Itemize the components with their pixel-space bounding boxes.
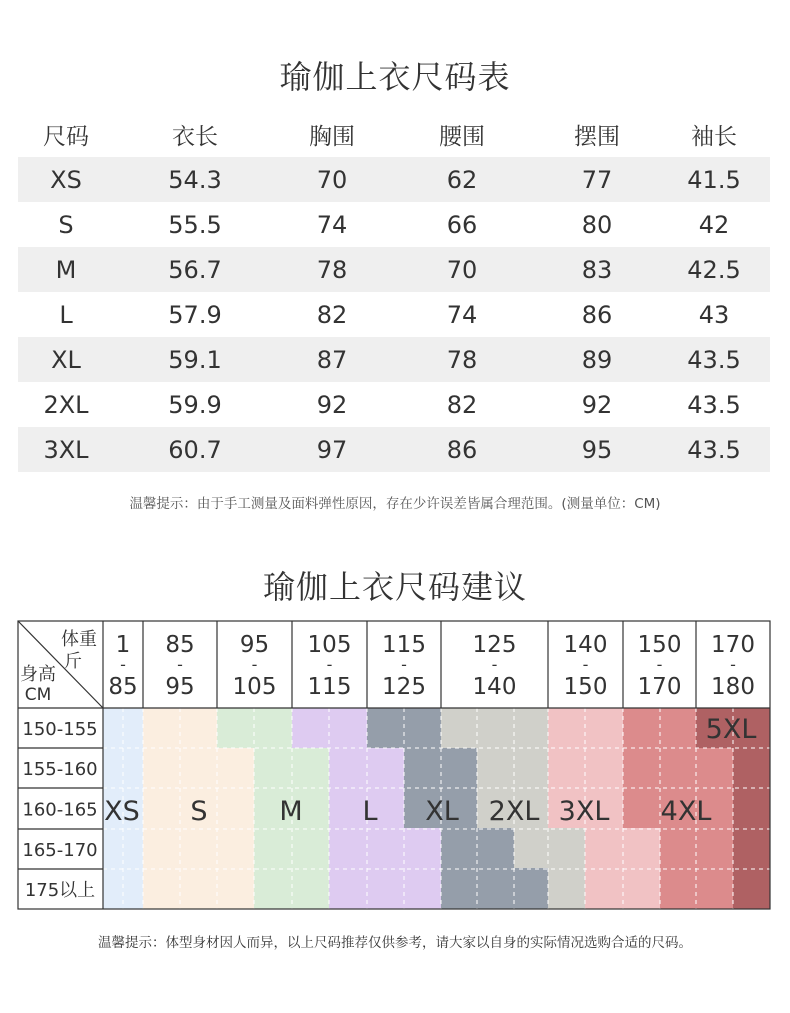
weight-range-0-line-0: 1 [115, 632, 131, 658]
size-chart-title: 瑜伽上衣尺码表 [279, 58, 511, 96]
cell-waist: 62 [446, 165, 478, 194]
cell-sleeve: 42 [698, 210, 730, 239]
header-waist: 腰围 [439, 124, 485, 150]
cell-size: XL [51, 345, 81, 374]
weight-range-5-line-1: - [491, 655, 498, 674]
weight-range-0-line-1: - [120, 655, 126, 674]
cell-length: 59.1 [168, 345, 222, 374]
cell-size: M [55, 255, 77, 284]
cell-chest: 82 [316, 300, 348, 329]
cell-size: 2XL [43, 390, 89, 419]
size-label-3xl: 3XL [558, 796, 610, 827]
height-range-1: 155-160 [22, 759, 98, 780]
cell-chest: 70 [316, 165, 348, 194]
weight-range-8-line-1: - [730, 655, 736, 674]
size-label-5xl: 5XL [705, 714, 757, 745]
corner-height-unit: CM [24, 685, 52, 705]
cell-size: S [58, 210, 74, 239]
weight-range-2-line-2: 105 [232, 674, 277, 700]
cell-length: 54.3 [168, 165, 222, 194]
weight-range-8-line-0: 170 [711, 632, 755, 658]
cell-chest: 92 [316, 390, 348, 419]
cell-sleeve: 43.5 [687, 345, 741, 374]
header-size: 尺码 [43, 124, 89, 150]
cell-waist: 78 [446, 345, 478, 374]
weight-range-4-line-2: 125 [382, 674, 426, 700]
weight-range-1-line-0: 85 [165, 632, 195, 658]
table-row [18, 247, 770, 292]
size-label-xl: XL [425, 796, 459, 827]
corner-weight-unit: 斤 [64, 651, 82, 672]
weight-range-5-line-0: 125 [472, 632, 517, 658]
recommendation-note: 温馨提示：体型身材因人而异，以上尺码推荐仅供参考，请大家以自身的实际情况选购合适的尺码。 [98, 935, 692, 951]
weight-range-8-line-2: 180 [711, 674, 755, 700]
weight-range-6-line-0: 140 [563, 632, 608, 658]
cell-sleeve: 42.5 [687, 255, 741, 284]
cell-hem: 92 [581, 390, 613, 419]
size-label-4xl: 4XL [660, 796, 712, 827]
cell-hem: 95 [581, 435, 613, 464]
header-chest: 胸围 [309, 124, 355, 150]
size-chart-table [18, 112, 770, 472]
weight-range-7-line-2: 170 [637, 674, 682, 700]
height-range-4: 175以上 [24, 880, 96, 901]
weight-range-1-line-2: 95 [165, 674, 195, 700]
table-row [18, 382, 770, 427]
cell-chest: 87 [316, 345, 348, 374]
cell-hem: 86 [581, 300, 613, 329]
height-range-0: 150-155 [22, 719, 98, 740]
weight-range-3-line-1: - [326, 655, 333, 674]
cell-length: 57.9 [168, 300, 222, 329]
weight-range-4-line-1: - [401, 655, 407, 674]
cell-chest: 78 [316, 255, 348, 284]
weight-range-7-line-0: 150 [637, 632, 682, 658]
recommendation-title: 瑜伽上衣尺码建议 [262, 568, 527, 606]
table-row [18, 427, 770, 472]
cell-size: L [59, 300, 73, 329]
weight-range-4-line-0: 115 [382, 632, 426, 658]
weight-range-6-line-1: - [582, 655, 589, 674]
cell-waist: 86 [446, 435, 478, 464]
cell-sleeve: 43.5 [687, 390, 741, 419]
cell-chest: 97 [316, 435, 348, 464]
weight-range-7-line-1: - [656, 655, 663, 674]
header-hem: 摆围 [574, 124, 620, 150]
size-label-2xl: 2XL [488, 796, 540, 827]
cell-length: 56.7 [168, 255, 222, 284]
size-chart-header-row [18, 112, 770, 157]
weight-range-3-line-0: 105 [307, 632, 352, 658]
cell-hem: 83 [581, 255, 613, 284]
cell-length: 60.7 [168, 435, 222, 464]
cell-sleeve: 41.5 [687, 165, 741, 194]
cell-waist: 70 [446, 255, 478, 284]
weight-range-5-line-2: 140 [472, 674, 517, 700]
weight-range-3-line-2: 115 [307, 674, 352, 700]
cell-hem: 77 [581, 165, 613, 194]
weight-range-2-line-0: 95 [239, 632, 270, 658]
size-label-s: S [190, 796, 208, 827]
table-row [18, 337, 770, 382]
cell-length: 59.9 [168, 390, 222, 419]
cell-waist: 82 [446, 390, 478, 419]
table-row [18, 202, 770, 247]
weight-range-1-line-1: - [177, 655, 183, 674]
weight-range-6-line-2: 150 [563, 674, 608, 700]
height-range-2: 160-165 [22, 799, 98, 821]
cell-size: 3XL [43, 435, 89, 464]
cell-sleeve: 43.5 [687, 435, 741, 464]
height-range-3: 165-170 [22, 840, 98, 861]
header-sleeve: 袖长 [691, 124, 737, 150]
weight-range-2-line-1: - [251, 655, 258, 674]
header-length: 衣长 [172, 124, 218, 150]
cell-sleeve: 43 [698, 300, 730, 329]
corner-height-label: 身高 [20, 664, 56, 685]
cell-length: 55.5 [168, 210, 222, 239]
size-label-l: L [362, 796, 378, 827]
cell-waist: 66 [446, 210, 478, 239]
size-label-m: M [279, 796, 303, 827]
cell-waist: 74 [446, 300, 478, 329]
table-row [18, 292, 770, 337]
cell-hem: 80 [581, 210, 613, 239]
cell-chest: 74 [316, 210, 348, 239]
size-recommendation-grid [0, 610, 790, 915]
corner-weight-label: 体重 [61, 629, 97, 650]
measurement-note: 温馨提示：由于手工测量及面料弹性原因，存在少许误差皆属合理范围。(测量单位：CM) [129, 496, 661, 512]
cell-size: XS [50, 165, 82, 194]
weight-range-0-line-2: 85 [108, 674, 138, 700]
cell-hem: 89 [581, 345, 613, 374]
table-row [18, 157, 770, 202]
size-label-xs: XS [104, 796, 140, 827]
